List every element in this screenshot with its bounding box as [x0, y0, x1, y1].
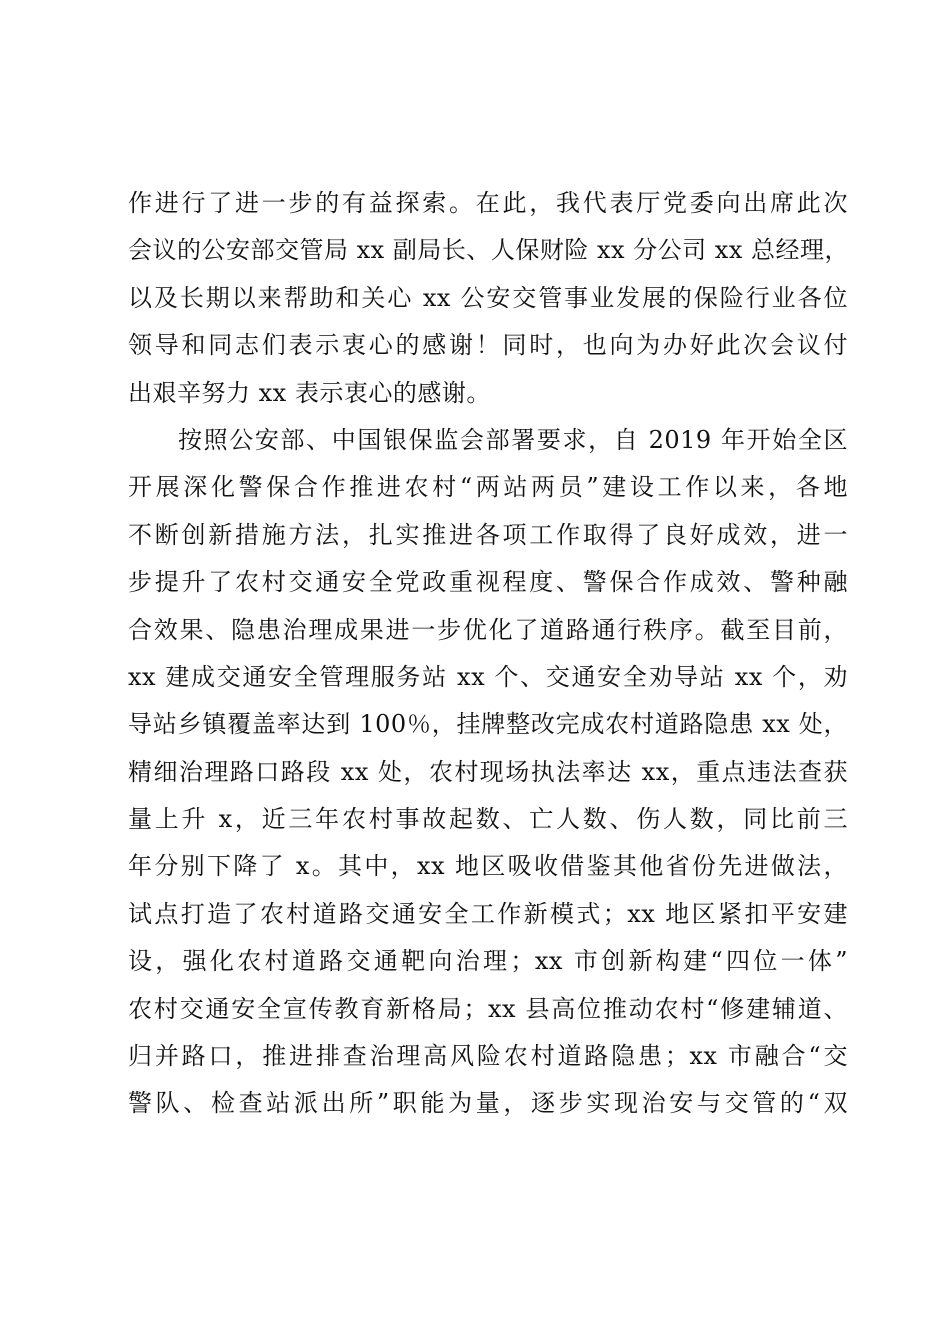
text-line: 以及长期以来帮助和关心 xx 公安交管事业发展的保险行业各位 [128, 283, 848, 312]
text-line: 领导和同志们表示衷心的感谢！同时，也向为办好此次会议付 [128, 331, 848, 360]
text-line: 开展深化警保合作推进农村“两站两员”建设工作以来，各地 [128, 473, 848, 502]
text-line: 设，强化农村道路交通靶向治理；xx 市创新构建“四位一体” [128, 947, 848, 976]
text-line: 归并路口，推进排查治理高风险农村道路隐患；xx 市融合“交 [128, 1042, 848, 1071]
text-line: 精细治理路口路段 xx 处，农村现场执法率达 xx，重点违法查获 [128, 757, 848, 786]
body-text [128, 180, 848, 1128]
text-line: 年分别下降了 x。其中，xx 地区吸收借鉴其他省份先进做法， [128, 852, 848, 881]
text-line: 合效果、隐患治理成果进一步优化了道路通行秩序。截至目前， [128, 615, 848, 644]
text-line: 不断创新措施方法，扎实推进各项工作取得了良好成效，进一 [128, 520, 848, 549]
text-line: 农村交通安全宣传教育新格局；xx 县高位推动农村“修建辅道、 [128, 994, 848, 1023]
text-line: 作进行了进一步的有益探索。在此，我代表厅党委向出席此次 [128, 189, 848, 217]
text-line: 量上升 x，近三年农村事故起数、亡人数、伤人数，同比前三 [128, 805, 848, 834]
text-line: 试点打造了农村道路交通安全工作新模式；xx 地区紧扣平安建 [128, 899, 848, 928]
text-line: 导站乡镇覆盖率达到 100％，挂牌整改完成农村道路隐患 xx 处， [128, 710, 848, 739]
text-line: 步提升了农村交通安全党政重视程度、警保合作成效、警种融 [128, 568, 848, 597]
paragraph-progress [128, 417, 848, 1128]
text-line: xx 建成交通安全管理服务站 xx 个、交通安全劝导站 xx 个，劝 [128, 662, 848, 691]
text-line: 出艰辛努力 xx 表示衷心的感谢。 [128, 378, 491, 407]
text-line: 警队、检查站派出所”职能为量，逐步实现治安与交管的“双 [128, 1089, 848, 1118]
paragraph-thanks [128, 180, 848, 417]
text-line: 按照公安部、中国银保监会部署要求，自 2019 年开始全区 [178, 425, 848, 454]
text-line: 会议的公安部交管局 xx 副局长、人保财险 xx 分公司 xx 总经理， [128, 236, 849, 265]
